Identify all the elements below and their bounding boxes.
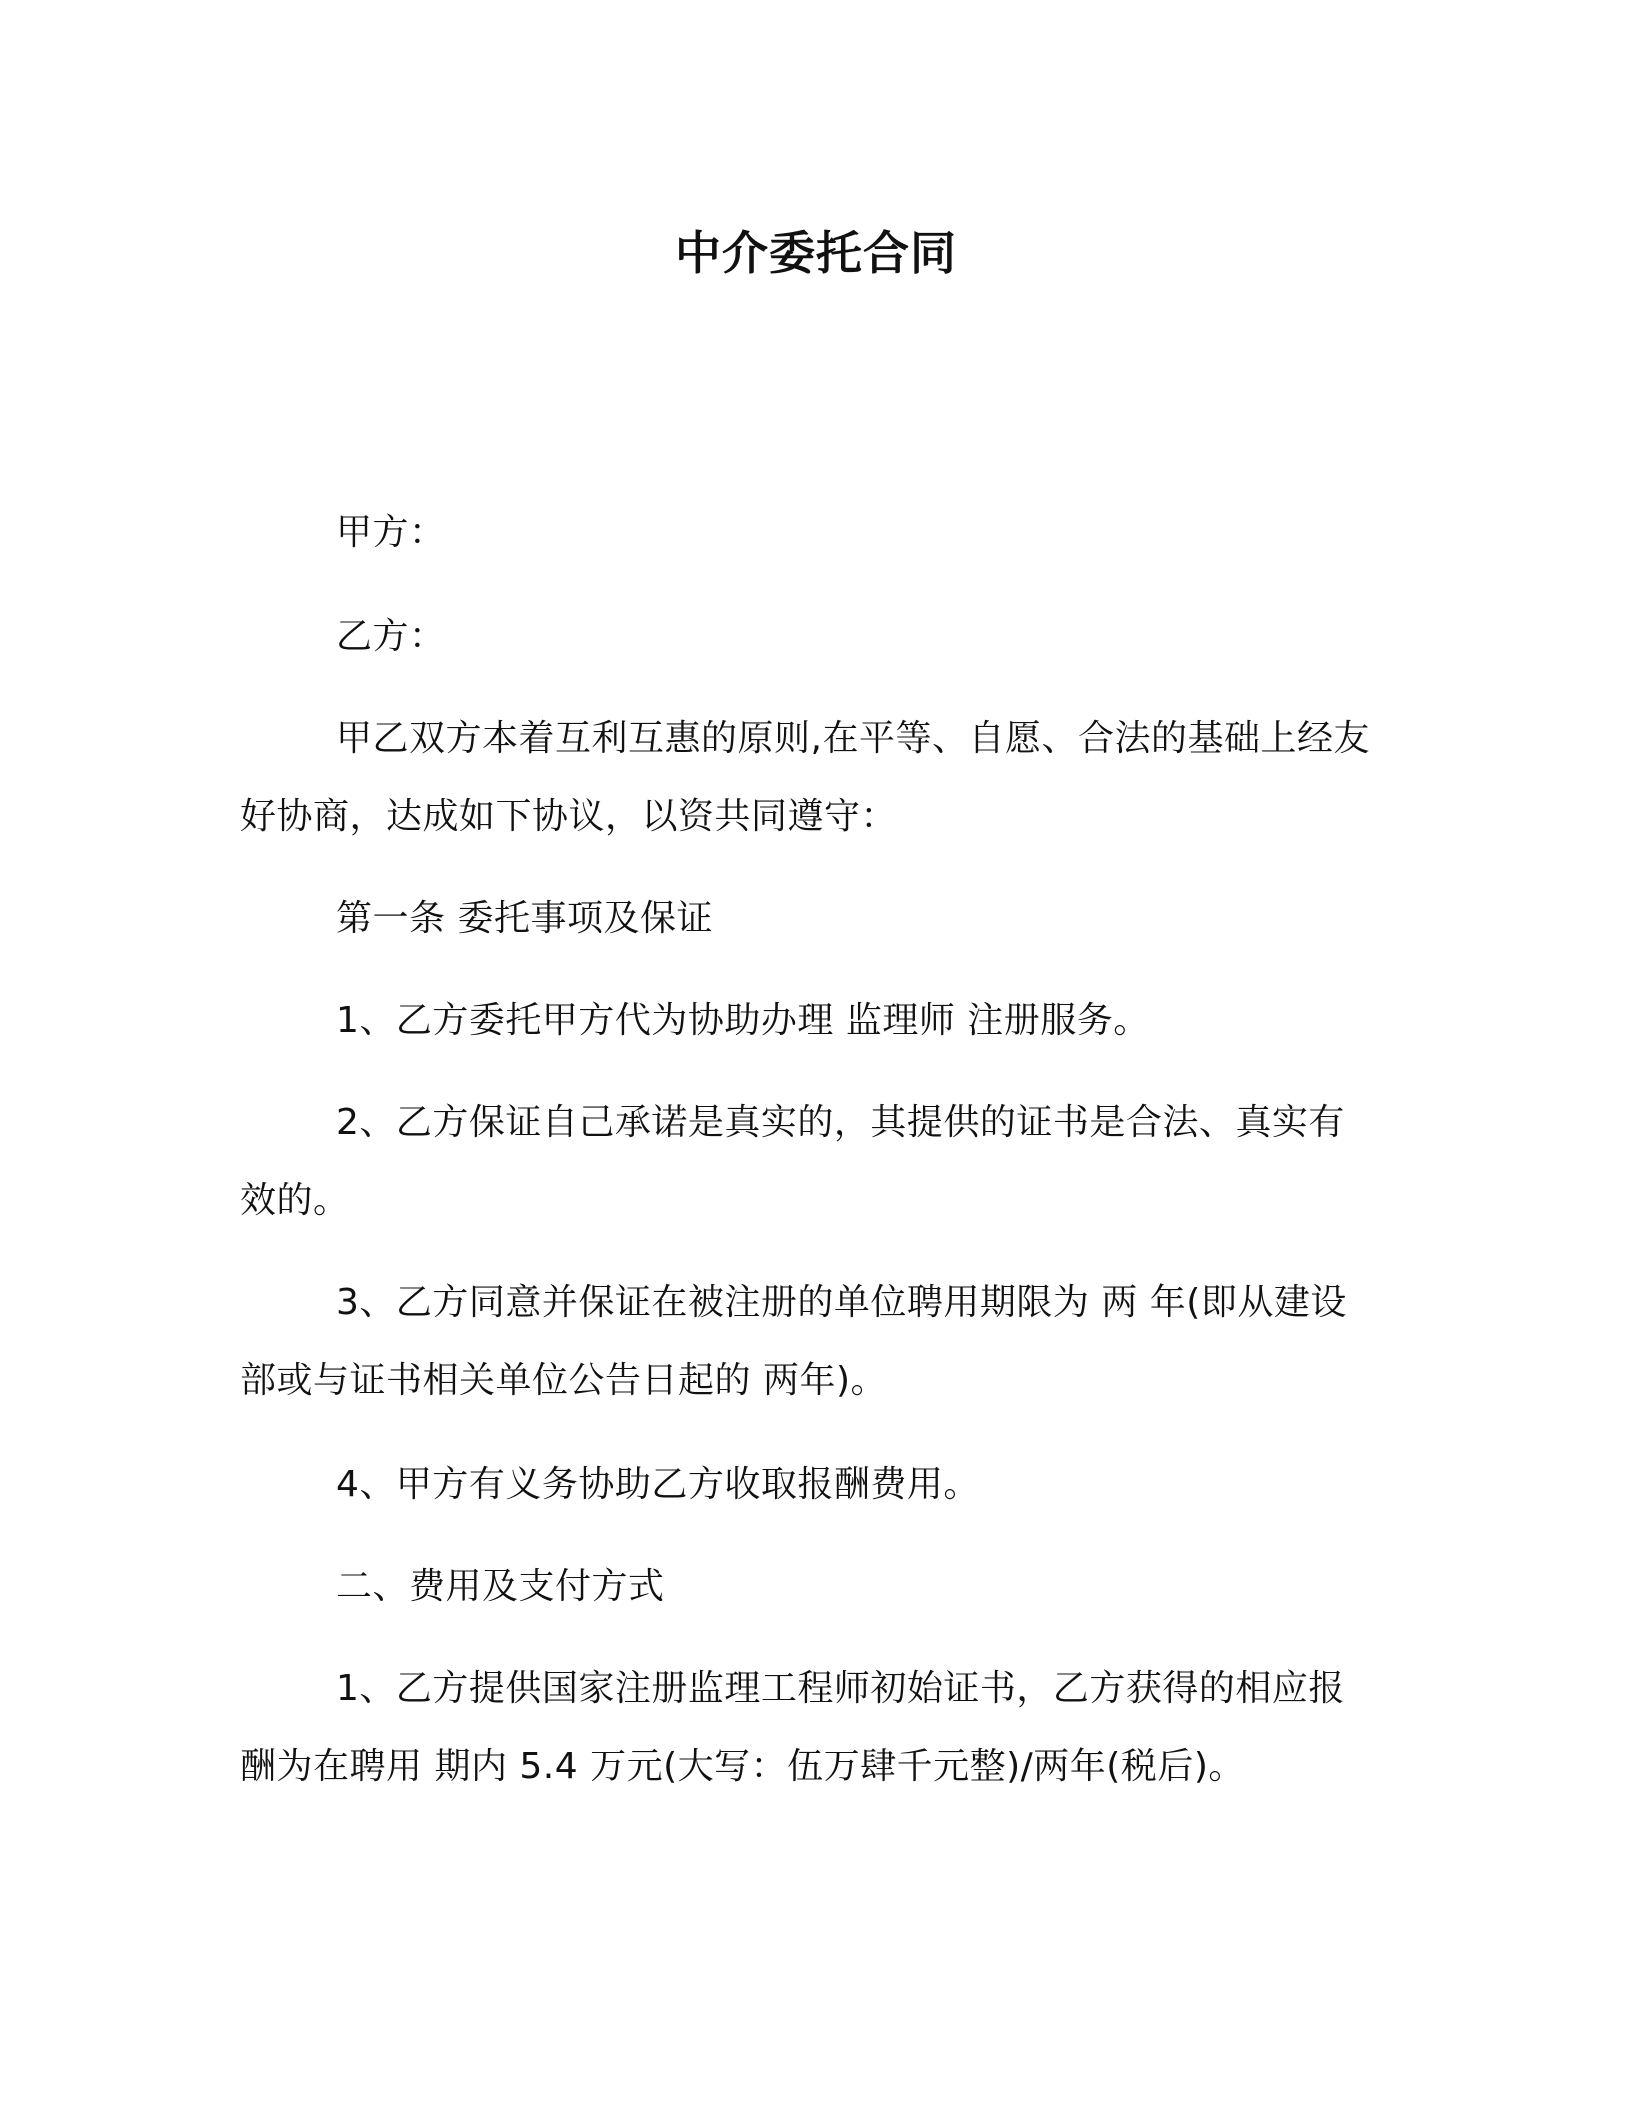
party-a-line: 甲方：	[336, 512, 446, 553]
clause-1-4: 4、甲方有义务协助乙方收取报酬费用。	[336, 1464, 980, 1505]
party-b-line: 乙方：	[336, 616, 446, 657]
section-two-heading: 二、费用及支付方式	[336, 1566, 665, 1607]
clause-1-1: 1、乙方委托甲方代为协助办理 监理师 注册服务。	[336, 1000, 1150, 1041]
preamble-paragraph: 甲乙双方本着互利互惠的原则,在平等、自愿、合法的基础上经友好协商，达成如下协议，以资共同遵守：	[240, 718, 1370, 837]
clause-1-3: 3、乙方同意并保证在被注册的单位聘用期限为 两 年(即从建设部或与证书相关单位公告日起的 两年)。	[240, 1282, 1347, 1401]
clause-1-2: 2、乙方保证自己承诺是真实的，其提供的证书是合法、真实有效的。	[240, 1102, 1345, 1221]
document-title: 中介委托合同	[675, 226, 957, 280]
clause-2-1: 1、乙方提供国家注册监理工程师初始证书，乙方获得的相应报酬为在聘用 期内 5.4 万元(大写：伍万肆千元整)/两年(税后)。	[240, 1668, 1345, 1787]
article-one-heading: 第一条 委托事项及保证	[336, 898, 713, 939]
